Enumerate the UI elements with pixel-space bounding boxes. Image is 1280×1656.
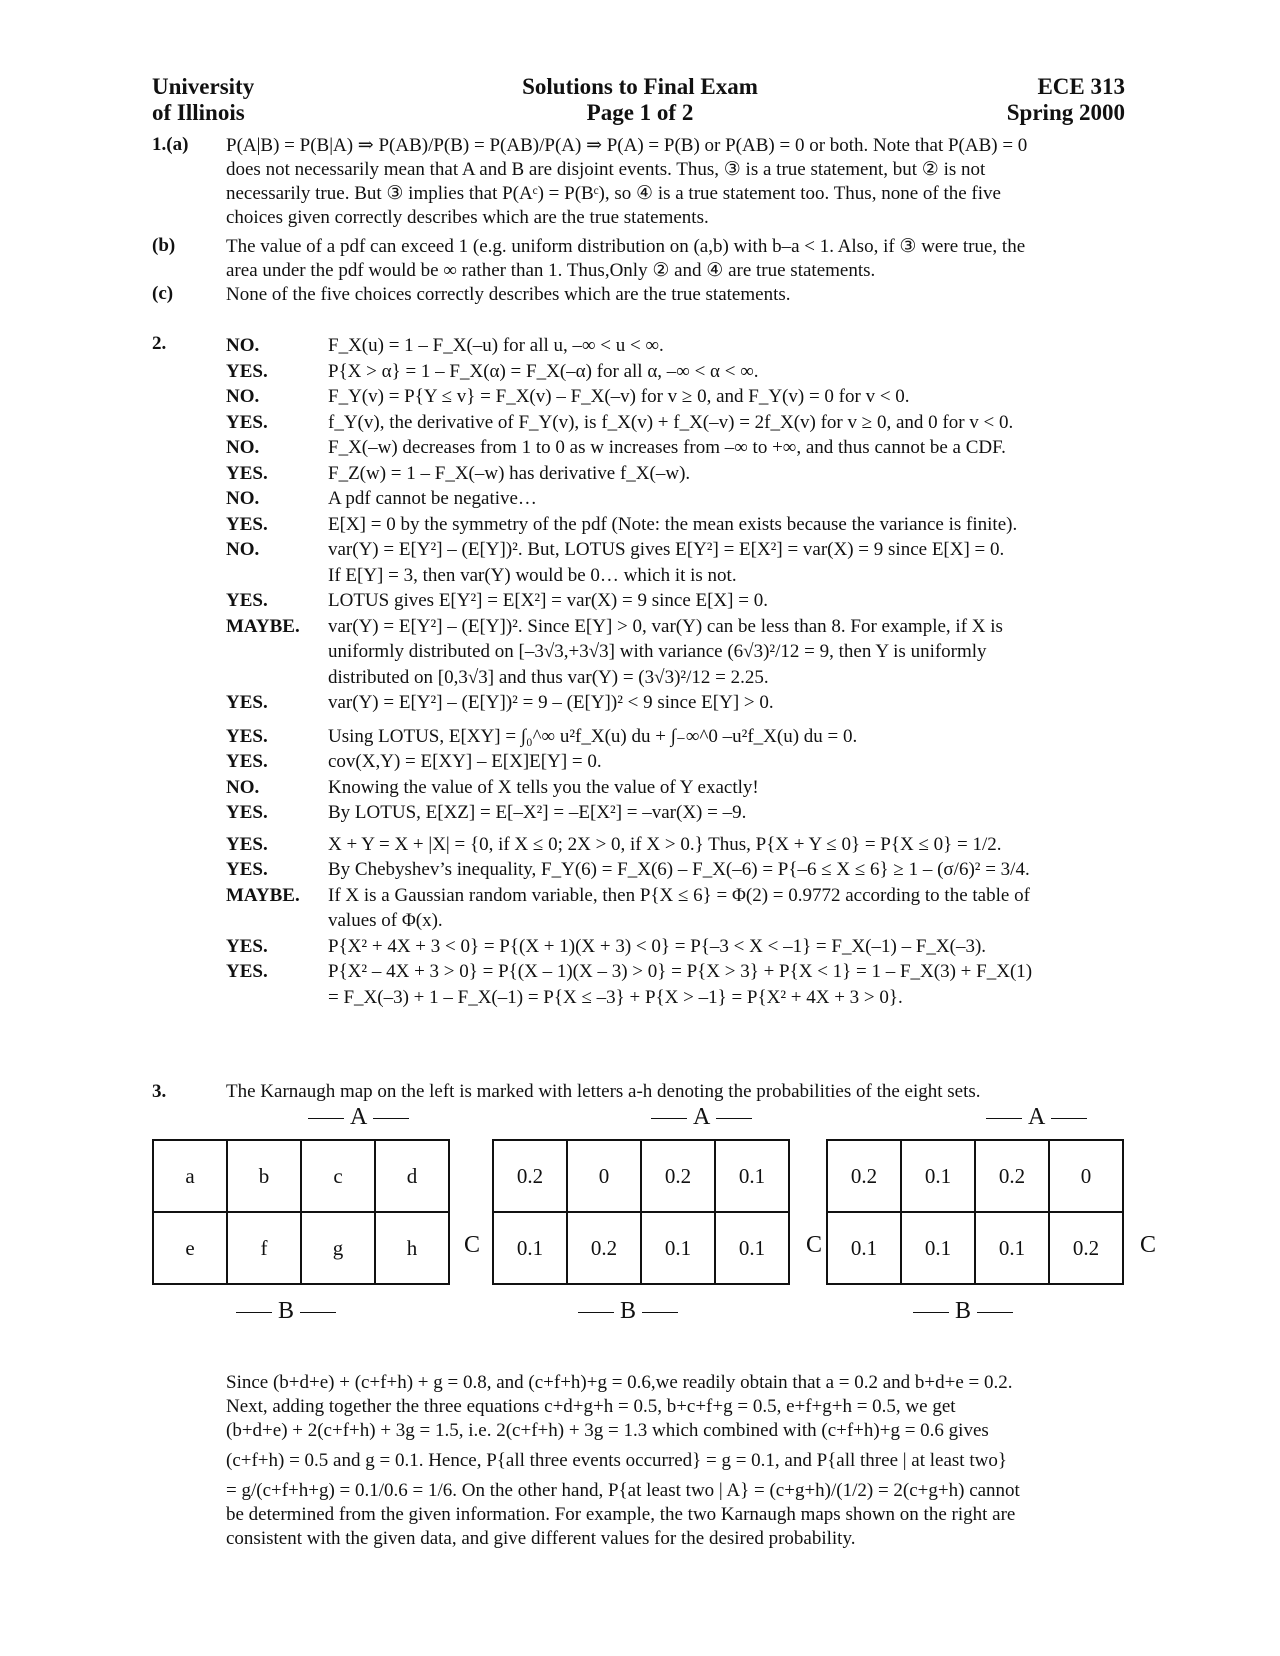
q2-row xyxy=(226,333,1146,359)
q2-row xyxy=(226,537,1146,588)
kmap-cell: 0.1 xyxy=(901,1140,975,1212)
kmap-cell: 0.2 xyxy=(493,1140,567,1212)
q2-explanation-line: If X is a Gaussian random variable, then P{X ≤ 6} = Φ(2) = 0.9772 according to the table of xyxy=(328,884,1030,906)
q3-conclusion-line: Since (b+d+e) + (c+f+h) + g = 0.8, and (c+f+h)+g = 0.6,we readily obtain that a = 0.2 and b+d+e = 0.2. xyxy=(226,1372,1013,1393)
kmap-cell: 0.2 xyxy=(567,1212,641,1284)
q2-explanation xyxy=(328,614,1003,691)
q2-answer: NO. xyxy=(226,539,260,560)
q1a-line: P(A|B) = P(B|A) ⇒ P(AB)/P(B) = P(AB)/P(A) ⇒ P(A) = P(B) or P(AB) = 0 or both. Note that P(AB) = 0 xyxy=(226,135,1028,156)
q2-answer: NO. xyxy=(226,386,260,407)
kmap-example-1 xyxy=(492,1139,790,1285)
q2-explanation xyxy=(328,883,1030,934)
kmap2-label-c: C xyxy=(806,1232,823,1258)
q2-explanation-line: E[X] = 0 by the symmetry of the pdf (Note: the mean exists because the variance is finite). xyxy=(328,513,1018,535)
header-left xyxy=(152,74,254,126)
q1a-line: choices given correctly describes which are the true statements. xyxy=(226,207,709,228)
q2-number: 2. xyxy=(152,333,167,354)
kmap-cell: 0 xyxy=(567,1140,641,1212)
q1b-line: area under the pdf would be ∞ rather than 1. Thus,Only ② and ④ are true statements. xyxy=(226,260,876,281)
kmap3-label-c: C xyxy=(1140,1232,1157,1258)
kmap-row xyxy=(153,1212,449,1284)
q1c-text xyxy=(226,283,1126,307)
q2-explanation-line: If E[Y] = 3, then var(Y) would be 0… which it is not. xyxy=(328,564,737,586)
kmap-cell: 0.1 xyxy=(493,1212,567,1284)
q2-row xyxy=(226,359,1146,385)
q2-explanation-line: = F_X(–3) + 1 – F_X(–1) = P{X ≤ –3} + P{X > –1} = P{X² + 4X + 3 > 0}. xyxy=(328,986,903,1008)
header-center-line1: Solutions to Final Exam xyxy=(522,74,758,99)
q2-answer: YES. xyxy=(226,590,268,611)
q2-answer: MAYBE. xyxy=(226,615,300,637)
q3-conclusion-line: = g/(c+f+h+g) = 0.1/0.6 = 1/6. On the other hand, P{at least two | A} = (c+g+h)/(1/2) = 2(c+g+h) cannot xyxy=(226,1480,1020,1501)
q2-explanation xyxy=(328,359,759,385)
q2-row xyxy=(226,435,1146,461)
kmap-row xyxy=(493,1140,789,1212)
kmap-cell: 0.1 xyxy=(827,1212,901,1284)
q2-row xyxy=(226,614,1146,691)
q3-conclusion-line: (b+d+e) + 2(c+f+h) + 3g = 1.5, i.e. 2(c+f+h) + 3g = 1.3 which combined with (c+f+h)+g = 0.6 gives xyxy=(226,1420,989,1441)
kmap-cell: 0.2 xyxy=(1049,1212,1123,1284)
kmap3-label-a: A xyxy=(980,1104,1093,1131)
q2-explanation xyxy=(328,832,1002,858)
q1b-text xyxy=(226,235,1126,283)
q2-explanation xyxy=(328,435,1006,461)
q2-row xyxy=(226,883,1146,934)
kmap-cell: 0.1 xyxy=(641,1212,715,1284)
q2-explanation xyxy=(328,384,910,410)
q2-row xyxy=(226,486,1146,512)
q2-row xyxy=(226,749,1146,775)
header-center-line2: Page 1 of 2 xyxy=(586,100,694,125)
q2-explanation-line: By Chebyshev’s inequality, F_Y(6) = F_X(6) – F_X(–6) = P{–6 ≤ X ≤ 6} ≥ 1 – (σ/6)² = 3/4. xyxy=(328,859,1030,880)
kmap3-label-b: B xyxy=(907,1298,1019,1325)
q2-explanation-line: distributed on [0,3√3] and thus var(Y) = (3√3)²/12 = 2.25. xyxy=(328,666,769,688)
kmap-cell: b xyxy=(227,1140,301,1212)
kmap-letters xyxy=(152,1139,450,1285)
kmap-cell: h xyxy=(375,1212,449,1284)
q2-explanation-line: X + Y = X + |X| = {0, if X ≤ 0; 2X > 0, if X > 0.} Thus, P{X + Y ≤ 0} = P{X ≤ 0} = 1/2. xyxy=(328,833,1002,855)
q2-explanation xyxy=(328,959,1032,1010)
q2-answer: NO. xyxy=(226,335,260,356)
q2-row xyxy=(226,857,1146,883)
q2-explanation-line: f_Y(v), the derivative of F_Y(v), is f_X(v) + f_X(–v) = 2f_X(v) for v ≥ 0, and 0 for v < 0. xyxy=(328,411,1014,433)
q2-explanation xyxy=(328,690,774,716)
q2-answer-list xyxy=(226,333,1146,1010)
q3-conclusion xyxy=(226,1371,1156,1551)
q2-answer: YES. xyxy=(226,961,268,982)
kmap-cell: 0.1 xyxy=(975,1212,1049,1284)
kmap-cell: e xyxy=(153,1212,227,1284)
q3-conclusion-line: Next, adding together the three equations c+d+g+h = 0.5, b+c+f+g = 0.5, e+f+g+h = 0.5, we get xyxy=(226,1396,956,1417)
q2-row xyxy=(226,775,1146,801)
q3-conclusion-line: consistent with the given data, and give different values for the desired probability. xyxy=(226,1528,856,1549)
q1a-line: necessarily true. But ③ implies that P(Aᶜ) = P(Bᶜ), so ④ is a true statement too. Thus, none of the five xyxy=(226,183,1001,204)
kmap-cell: 0 xyxy=(1049,1140,1123,1212)
q2-row xyxy=(226,832,1146,858)
kmap-cell: f xyxy=(227,1212,301,1284)
q2-answer: YES. xyxy=(226,935,268,957)
q2-answer: NO. xyxy=(226,776,260,798)
q2-answer: YES. xyxy=(226,462,268,484)
q2-answer: NO. xyxy=(226,437,260,458)
q2-row xyxy=(226,384,1146,410)
q2-explanation xyxy=(328,724,857,750)
q2-answer: YES. xyxy=(226,411,268,433)
q2-explanation xyxy=(328,410,1013,436)
header-left-line2: of Illinois xyxy=(152,100,245,125)
kmap-cell: 0.1 xyxy=(715,1140,789,1212)
q1c-line: None of the five choices correctly describes which are the true statements. xyxy=(226,284,791,305)
q2-answer: YES. xyxy=(226,751,268,772)
q2-row xyxy=(226,800,1146,826)
q2-explanation xyxy=(328,537,1004,588)
kmap-cell: c xyxy=(301,1140,375,1212)
q2-explanation xyxy=(328,934,986,960)
q2-explanation-line: var(Y) = E[Y²] – (E[Y])² = 9 – (E[Y])² < 9 since E[Y] > 0. xyxy=(328,692,774,713)
header-right-line1: ECE 313 xyxy=(1037,74,1125,99)
q2-answer: YES. xyxy=(226,360,268,382)
q2-row xyxy=(226,690,1146,716)
kmap-row xyxy=(827,1140,1123,1212)
q2-explanation xyxy=(328,588,768,614)
header-right-line2: Spring 2000 xyxy=(1006,100,1125,125)
q2-explanation xyxy=(328,857,1030,883)
kmap2-label-a: A xyxy=(645,1104,758,1131)
header-right xyxy=(900,74,1125,126)
q2-row xyxy=(226,588,1146,614)
q2-answer: YES. xyxy=(226,692,268,713)
kmap-cell: d xyxy=(375,1140,449,1212)
kmap-cell: 0.2 xyxy=(975,1140,1049,1212)
kmap1-label-b: B xyxy=(230,1298,342,1325)
kmap-cell: 0.2 xyxy=(641,1140,715,1212)
q2-explanation xyxy=(328,461,690,487)
q2-explanation xyxy=(328,775,759,801)
kmap1-label-a: A xyxy=(302,1104,415,1131)
q2-explanation-line: P{X > α} = 1 – F_X(α) = F_X(–α) for all α, –∞ < α < ∞. xyxy=(328,360,759,382)
header-center xyxy=(440,74,840,126)
q2-explanation-line: F_X(–w) decreases from 1 to 0 as w increases from –∞ to +∞, and thus cannot be a CDF. xyxy=(328,437,1006,458)
q2-answer: YES. xyxy=(226,513,268,535)
q2-row xyxy=(226,461,1146,487)
q2-explanation-line: LOTUS gives E[Y²] = E[X²] = var(X) = 9 since E[X] = 0. xyxy=(328,590,768,611)
q2-row xyxy=(226,724,1146,750)
q2-explanation-line: values of Φ(x). xyxy=(328,910,443,931)
q2-explanation-line: F_Y(v) = P{Y ≤ v} = F_X(v) – F_X(–v) for v ≥ 0, and F_Y(v) = 0 for v < 0. xyxy=(328,386,910,407)
q2-explanation xyxy=(328,486,537,512)
kmap-cell: 0.2 xyxy=(827,1140,901,1212)
q2-answer: NO. xyxy=(226,488,260,509)
q1-number: 1.(a) xyxy=(152,134,189,155)
q3-conclusion-line: be determined from the given information. For example, the two Karnaugh maps shown on the right are xyxy=(226,1504,1016,1525)
q2-answer: YES. xyxy=(226,833,268,855)
q1a-text xyxy=(226,134,1126,230)
q2-explanation-line: var(Y) = E[Y²] – (E[Y])². Since E[Y] > 0, var(Y) can be less than 8. For example, if X is xyxy=(328,615,1003,637)
kmap-cell: g xyxy=(301,1212,375,1284)
kmap-row xyxy=(493,1212,789,1284)
q2-row xyxy=(226,959,1146,1010)
kmap-example-2 xyxy=(826,1139,1124,1285)
q2-answer: YES. xyxy=(226,802,268,823)
q3-number: 3. xyxy=(152,1081,167,1102)
q3-intro: The Karnaugh map on the left is marked with letters a-h denoting the probabilities of the eight sets. xyxy=(226,1081,981,1102)
q1b-label: (b) xyxy=(152,235,176,256)
q2-explanation-line: P{X² – 4X + 3 > 0} = P{(X – 1)(X – 3) > 0} = P{X > 3} + P{X < 1} = 1 – F_X(3) + F_X(1) xyxy=(328,961,1033,982)
q2-explanation-line: A pdf cannot be negative… xyxy=(328,488,537,509)
q2-explanation xyxy=(328,800,746,826)
q2-row xyxy=(226,934,1146,960)
kmap-cell: a xyxy=(153,1140,227,1212)
kmap-row xyxy=(827,1212,1123,1284)
q1a-line: does not necessarily mean that A and B are disjoint events. Thus, ③ is a true statement, but ② is not xyxy=(226,159,986,180)
q2-explanation-line: F_Z(w) = 1 – F_X(–w) has derivative f_X(–w). xyxy=(328,462,691,484)
q2-explanation xyxy=(328,749,602,775)
kmap-row xyxy=(153,1140,449,1212)
q3-conclusion-line: (c+f+h) = 0.5 and g = 0.1. Hence, P{all three events occurred} = g = 0.1, and P{all three | at least two} xyxy=(226,1450,1007,1471)
q1c-label: (c) xyxy=(152,283,174,304)
kmap-cell: 0.1 xyxy=(901,1212,975,1284)
q2-explanation-line: Using LOTUS, E[XY] = ∫₀^∞ u²f_X(u) du + ∫₋∞^0 –u²f_X(u) du = 0. xyxy=(328,725,858,747)
q2-explanation xyxy=(328,512,1017,538)
q2-explanation-line: cov(X,Y) = E[XY] – E[X]E[Y] = 0. xyxy=(328,751,602,772)
kmap-cell: 0.1 xyxy=(715,1212,789,1284)
q2-explanation-line: uniformly distributed on [–3√3,+3√3] with variance (6√3)²/12 = 9, then Y is uniformly xyxy=(328,641,987,662)
q2-row xyxy=(226,410,1146,436)
kmap2-label-b: B xyxy=(572,1298,684,1325)
q2-explanation-line: P{X² + 4X + 3 < 0} = P{(X + 1)(X + 3) < 0} = P{–3 < X < –1} = F_X(–1) – F_X(–3). xyxy=(328,935,987,957)
q2-answer: YES. xyxy=(226,725,268,747)
q2-explanation-line: By LOTUS, E[XZ] = E[–X²] = –E[X²] = –var(X) = –9. xyxy=(328,802,747,823)
q2-explanation-line: Knowing the value of X tells you the value of Y exactly! xyxy=(328,776,759,798)
q1b-line: The value of a pdf can exceed 1 (e.g. uniform distribution on (a,b) with b–a < 1. Also, if ③ were true, the xyxy=(226,236,1026,257)
q2-answer: MAYBE. xyxy=(226,884,300,906)
kmap1-label-c: C xyxy=(464,1232,481,1258)
header-left-line1: University xyxy=(152,74,255,99)
q2-row xyxy=(226,512,1146,538)
q2-answer: YES. xyxy=(226,859,268,880)
q2-explanation-line: F_X(u) = 1 – F_X(–u) for all u, –∞ < u < ∞. xyxy=(328,335,664,356)
q2-explanation-line: var(Y) = E[Y²] – (E[Y])². But, LOTUS gives E[Y²] = E[X²] = var(X) = 9 since E[X] = 0. xyxy=(328,539,1005,560)
q2-explanation xyxy=(328,333,664,359)
